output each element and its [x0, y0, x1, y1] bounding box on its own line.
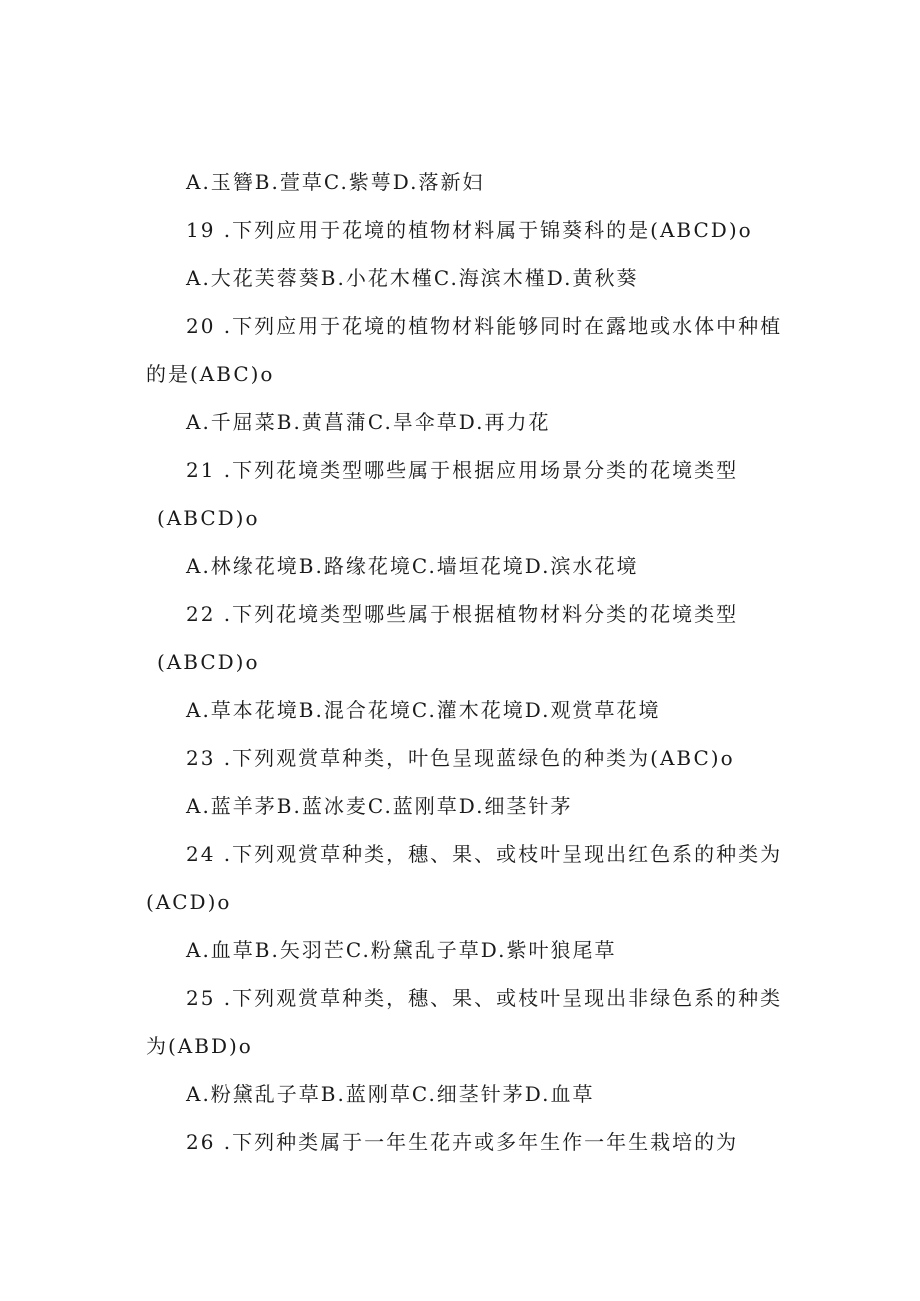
options-q24: A.血草B.矢羽芒C.粉黛乱子草D.紫叶狼尾草	[186, 938, 617, 962]
options-q23: A.蓝羊茅B.蓝冰麦C.蓝刚草D.细茎针茅	[186, 794, 573, 818]
question-25-cont: 为(ABD)o	[146, 1034, 253, 1058]
options-q25: A.粉黛乱子草B.蓝刚草C.细茎针茅D.血草	[186, 1082, 595, 1106]
question-24: 24 .下列观赏草种类，穗、果、或枝叶呈现出红色系的种类为	[186, 842, 783, 866]
question-20-cont: 的是(ABC)o	[146, 362, 275, 386]
question-21: 21 .下列花境类型哪些属于根据应用场景分类的花境类型	[186, 458, 739, 482]
question-19: 19 .下列应用于花境的植物材料属于锦葵科的是(ABCD)o	[186, 218, 753, 242]
question-24-cont: (ACD)o	[146, 890, 232, 914]
options-q19: A.大花芙蓉葵B.小花木槿C.海滨木槿D.黄秋葵	[186, 266, 639, 290]
question-23: 23 .下列观赏草种类，叶色呈现蓝绿色的种类为(ABC)o	[186, 746, 735, 770]
question-26: 26 .下列种类属于一年生花卉或多年生作一年生栽培的为	[186, 1130, 739, 1154]
question-20: 20 .下列应用于花境的植物材料能够同时在露地或水体中种植	[186, 314, 783, 338]
options-q20: A.千屈菜B.黄菖蒲C.旱伞草D.再力花	[186, 410, 551, 434]
options-q18: A.玉簪B.萱草C.紫萼D.落新妇	[186, 170, 485, 194]
options-q22: A.草本花境B.混合花境C.灌木花境D.观赏草花境	[186, 698, 661, 722]
question-22: 22 .下列花境类型哪些属于根据植物材料分类的花境类型	[186, 602, 739, 626]
question-25: 25 .下列观赏草种类，穗、果、或枝叶呈现出非绿色系的种类	[186, 986, 783, 1010]
options-q21: A.林缘花境B.路缘花境C.墙垣花境D.滨水花境	[186, 554, 639, 578]
question-22-cont: (ABCD)o	[157, 650, 260, 674]
question-21-cont: (ABCD)o	[157, 506, 260, 530]
